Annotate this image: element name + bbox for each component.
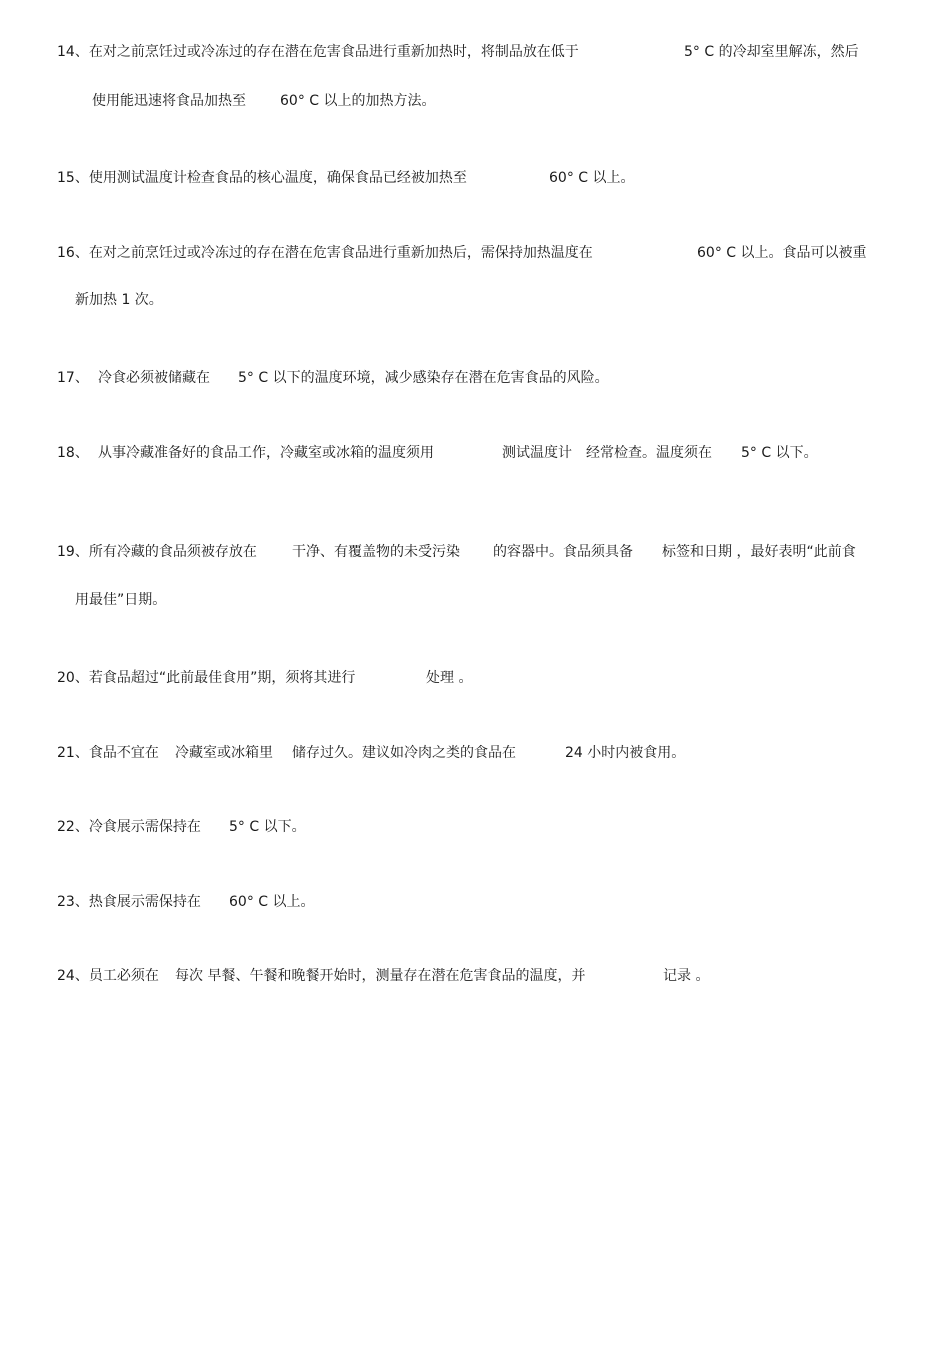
text-segment: 冷藏室或冰箱里: [175, 745, 273, 761]
text-segment: 15、使用测试温度计检查食品的核心温度，确保食品已经被加热至: [57, 170, 467, 186]
text-segment: 冷食必须被储藏在: [98, 370, 210, 386]
text-segment: 23、热食展示需保持在: [57, 894, 201, 910]
text-segment: 18、: [57, 445, 89, 461]
text-segment: 从事冷藏准备好的食品工作，冷藏室或冰箱的温度须用: [98, 445, 434, 461]
text-segment: 24 小时内被食用。: [565, 745, 686, 761]
text-segment: 19、所有冷藏的食品须被存放在: [57, 544, 257, 560]
text-segment: 22、冷食展示需保持在: [57, 819, 201, 835]
text-segment: 标签和日期 ，最好表明“此前食: [662, 544, 856, 560]
text-segment: 16、在对之前烹饪过或冷冻过的存在潜在危害食品进行重新加热后，需保持加热温度在: [57, 245, 593, 261]
text-segment: 60° C 以上。: [549, 170, 635, 186]
text-segment: 记录 。: [663, 968, 710, 984]
text-segment: 5° C 以下。: [229, 819, 306, 835]
text-segment: 24、员工必须在: [57, 968, 159, 984]
text-segment: 处理 。: [426, 670, 473, 686]
text-segment: 新加热 1 次。: [75, 292, 163, 308]
text-segment: 储存过久。建议如冷肉之类的食品在: [292, 745, 516, 761]
text-segment: 20、若食品超过“此前最佳食用”期，须将其进行: [57, 670, 356, 686]
text-segment: 21、食品不宜在: [57, 745, 159, 761]
text-segment: 5° C 以下的温度环境，减少感染存在潜在危害食品的风险。: [238, 370, 609, 386]
text-segment: 5° C 以下。: [741, 445, 818, 461]
text-segment: 的容器中。食品须具备: [493, 544, 633, 560]
text-segment: 用最佳”日期。: [75, 592, 167, 608]
text-segment: 干净、有覆盖物的未受污染: [292, 544, 460, 560]
text-segment: 5° C 的冷却室里解冻，然后: [684, 44, 859, 60]
text-segment: 60° C 以上。: [229, 894, 315, 910]
text-segment: 使用能迅速将食品加热至: [92, 93, 246, 109]
text-segment: 测试温度计: [502, 445, 572, 461]
text-segment: 每次 早餐、午餐和晚餐开始时，测量存在潜在危害食品的温度，并: [175, 968, 586, 984]
text-segment: 60° C 以上的加热方法。: [280, 93, 436, 109]
text-segment: 经常检查。温度须在: [586, 445, 712, 461]
text-segment: 60° C 以上。食品可以被重: [697, 245, 867, 261]
text-segment: 14、在对之前烹饪过或冷冻过的存在潜在危害食品进行重新加热时，将制品放在低于: [57, 44, 579, 60]
text-segment: 17、: [57, 370, 89, 386]
